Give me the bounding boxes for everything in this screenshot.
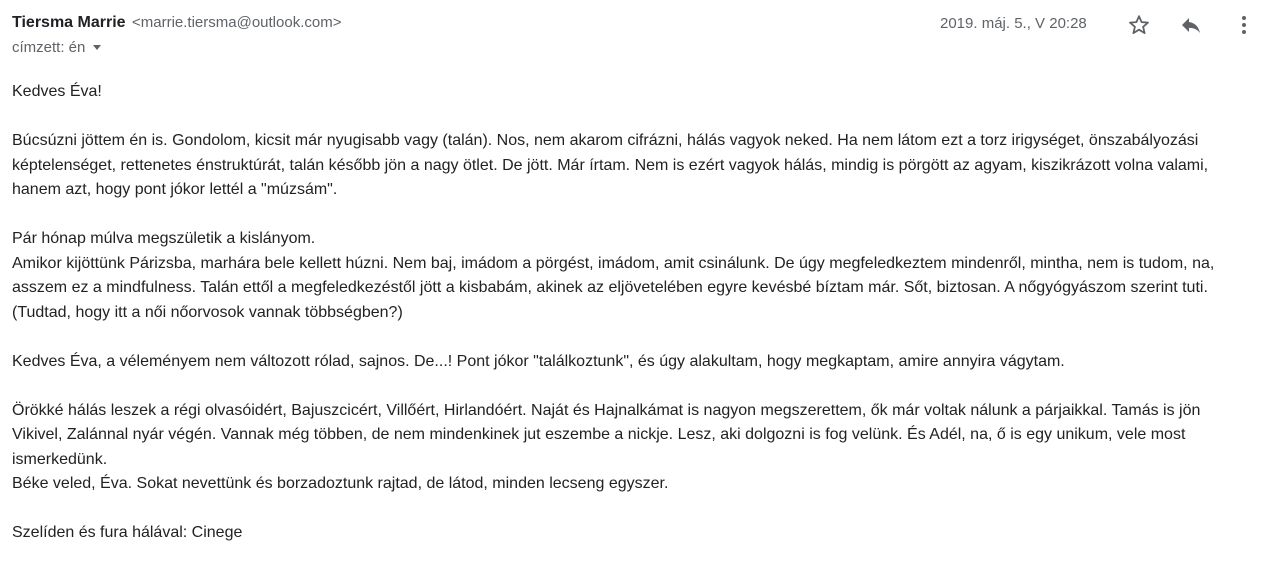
more-vert-icon	[1232, 13, 1256, 37]
sender-line	[12, 13, 341, 33]
reply-icon	[1179, 13, 1203, 37]
paragraph-4-line-1: Örökké hálás leszek a régi olvasóidért, Bajuszcicért, Villőért, Hirlandóért. Naját és Hajnalkámat is nagyon megszerettem, ők már voltak nálunk a párjaikkal. Tamás is jön Vikivel, Zalánnal nyár végén. Vannak még többen, de nem mindenkinek jut eszembe a nickje. Lesz, aki dolgozni is fog velünk. És Adél, na, ő is egy unikum, vele most ismerkedünk.	[12, 401, 1201, 468]
sender-email: <marrie.tiersma@outlook.com>	[132, 14, 342, 31]
paragraph-4-line-2: Béke veled, Éva. Sokat nevettünk és borzadoztunk rajtad, de látod, minden lecseng egyszer.	[12, 475, 669, 492]
paragraph-gap	[12, 105, 1254, 130]
paragraph-gap	[12, 203, 1254, 228]
star-button[interactable]	[1125, 13, 1153, 37]
email-date: 2019. máj. 5., V 20:28	[940, 15, 1087, 32]
paragraph-3: Kedves Éva, a véleményem nem változott rólad, sajnos. De...! Pont jókor "találkoztunk", és úgy alakultam, hogy megkaptam, amire annyira vágytam.	[12, 352, 1065, 370]
chevron-down-icon[interactable]	[93, 45, 101, 50]
email-body	[12, 80, 1254, 546]
paragraph-gap	[12, 497, 1254, 522]
email-header	[12, 13, 1261, 56]
recipient-label: címzett: én	[12, 39, 86, 56]
paragraph-gap	[12, 374, 1254, 399]
sender-name[interactable]: Tiersma Marrie	[12, 14, 126, 31]
recipient-details-toggle[interactable]	[12, 39, 101, 57]
greeting: Kedves Éva!	[12, 83, 102, 100]
more-options-button[interactable]	[1230, 13, 1258, 37]
star-icon	[1127, 13, 1151, 37]
paragraph-2-line-1: Pár hónap múlva megszületik a kislányom.	[12, 230, 316, 247]
paragraph-gap	[12, 325, 1254, 350]
reply-button[interactable]	[1177, 13, 1205, 37]
paragraph-1: Búcsúzni jöttem én is. Gondolom, kicsit már nyugisabb vagy (talán). Nos, nem akarom cifrázni, hálás vagyok neked. Ha nem látom ezt a torz irigységet, önszabályozási képtelenséget, rettenetes énstruktúrát, talán később jön a nagy ötlet. De jött. Már írtam. Nem is ezért vagyok hálás, mindig is pörgött az agyam, kiszikrázott volna valami, hanem azt, hogy pont jókor lettél a "múzsám".	[12, 132, 1209, 198]
paragraph-2-line-2: Amikor kijöttünk Párizsba, marhára bele kellett húzni. Nem baj, imádom a pörgést, imádom, amit csinálunk. De úgy megfeledkeztem mindenről, mintha, nem is tudom, na, asszem ez a mindfulness. Talán ettől a megfeledkezéstől jött a kisbabám, akinek az eljövetelében egyre kevésbé bíztam már. Sőt, biztosan. A nőgyógyászom szerint tuti. (Tudtad, hogy itt a női nőorvosok vannak többségben?)	[12, 254, 1215, 321]
closing: Szelíden és fura hálával: Cinege	[12, 524, 243, 541]
